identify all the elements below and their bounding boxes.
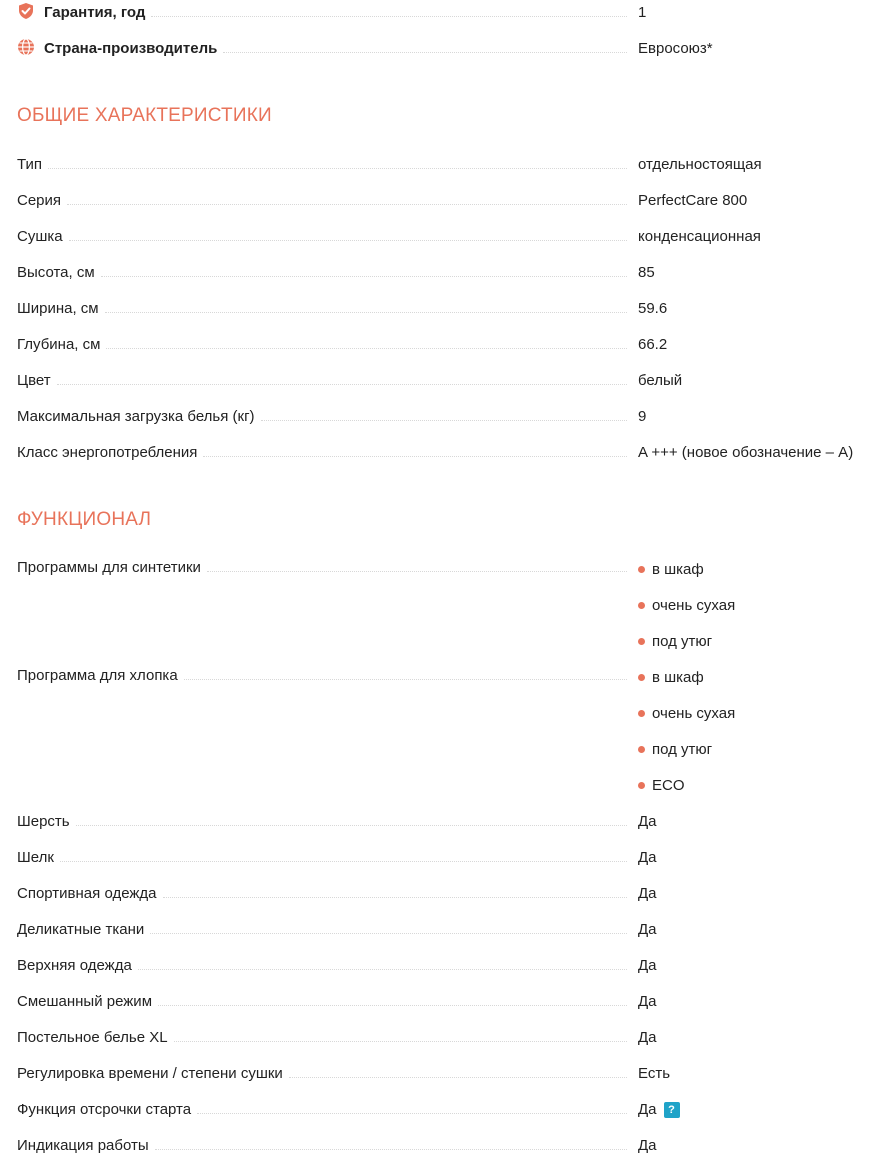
spec-row: [17, 881, 872, 917]
warranty-value: 1: [638, 4, 647, 21]
spec-page: [17, 0, 872, 1169]
general-section-title: ОБЩИЕ ХАРАКТЕРИСТИКИ: [17, 105, 272, 126]
spec-value: отдельностоящая: [638, 156, 762, 173]
functional-spec-list: [17, 809, 872, 1169]
country-label: Страна-производитель: [44, 40, 218, 57]
list-item: [17, 665, 872, 701]
spec-row: [17, 989, 872, 1025]
spec-row: [17, 188, 872, 224]
synthetic-programs-row: [17, 557, 872, 665]
spec-row: [17, 809, 872, 845]
spec-row: [17, 296, 872, 332]
bullet-dot-icon: [638, 782, 645, 789]
spec-label: Тип: [17, 156, 43, 173]
dotted-leader: [197, 1099, 627, 1114]
list-item-text: в шкаф: [652, 561, 704, 578]
spec-label: Регулировка времени / степени сушки: [17, 1065, 283, 1082]
warranty-label: Гарантия, год: [44, 4, 146, 21]
spec-label: Индикация работы: [17, 1137, 149, 1154]
spec-label: Спортивная одежда: [17, 885, 157, 902]
general-spec-list: [17, 152, 872, 476]
list-item-text: под утюг: [652, 741, 713, 758]
dotted-leader: [101, 262, 627, 277]
spec-value: A +++ (новое обозначение – A): [638, 444, 854, 461]
spec-row: [17, 1133, 872, 1169]
list-item: [17, 737, 872, 773]
spec-label: Верхняя одежда: [17, 957, 132, 974]
globe-icon: [17, 38, 35, 56]
list-item: [17, 629, 872, 665]
warranty-label-wrap: [17, 0, 627, 26]
spec-value: Да: [638, 1137, 657, 1154]
country-row: [17, 36, 872, 72]
dotted-leader: [150, 919, 627, 934]
dotted-leader: [151, 2, 627, 17]
spec-row: [17, 152, 872, 188]
spec-label: Глубина, см: [17, 336, 101, 353]
spec-value: Да: [638, 1029, 657, 1046]
spec-value: Да: [638, 957, 657, 974]
bullet-dot-icon: [638, 566, 645, 573]
spec-label: Серия: [17, 192, 62, 209]
spec-value: Да: [638, 1101, 657, 1118]
dotted-leader: [163, 883, 627, 898]
dotted-leader: [289, 1063, 627, 1078]
spec-label: Высота, см: [17, 264, 95, 281]
dotted-leader: [48, 154, 627, 169]
spec-label: Шерсть: [17, 813, 70, 830]
spec-value: Да: [638, 849, 657, 866]
shield-check-icon: [17, 2, 35, 20]
list-item-text: ECO: [652, 777, 685, 794]
spec-label: Деликатные ткани: [17, 921, 145, 938]
bullet-dot-icon: [638, 674, 645, 681]
spec-label: Функция отсрочки старта: [17, 1101, 192, 1118]
spec-label: Смешанный режим: [17, 993, 152, 1010]
spec-value: Да: [638, 993, 657, 1010]
dotted-leader: [106, 334, 627, 349]
list-item-text: под утюг: [652, 633, 713, 650]
spec-label: Класс энергопотребления: [17, 444, 198, 461]
spec-row: [17, 1097, 872, 1133]
dotted-leader: [67, 190, 627, 205]
spec-value: конденсационная: [638, 228, 761, 245]
dotted-leader: [203, 442, 627, 457]
dotted-leader: [223, 38, 627, 53]
cotton-programs-label: Программа для хлопка: [17, 667, 178, 684]
country-value: Евросоюз*: [638, 40, 713, 57]
dotted-leader: [138, 955, 627, 970]
spec-row: [17, 368, 872, 404]
cotton-programs-values: [17, 665, 872, 809]
list-item: [17, 773, 872, 809]
list-item: [17, 557, 872, 593]
spec-row: [17, 332, 872, 368]
synthetic-programs-label: Программы для синтетики: [17, 559, 201, 576]
dotted-leader: [155, 1135, 627, 1150]
synthetic-programs-values: [17, 557, 872, 665]
spec-row: [17, 224, 872, 260]
spec-value: 9: [638, 408, 647, 425]
dotted-leader: [57, 370, 627, 385]
spec-value: Есть: [638, 1065, 671, 1082]
spec-value: Да: [638, 813, 657, 830]
spec-label: Постельное белье XL: [17, 1029, 168, 1046]
spec-label: Шелк: [17, 849, 54, 866]
dotted-leader: [76, 811, 627, 826]
spec-label: Максимальная загрузка белья (кг): [17, 408, 255, 425]
warranty-row: [17, 0, 872, 36]
spec-row: [17, 845, 872, 881]
spec-row: [17, 260, 872, 296]
spec-value: белый: [638, 372, 683, 389]
functional-section-title: ФУНКЦИОНАЛ: [17, 509, 152, 530]
bullet-dot-icon: [638, 746, 645, 753]
dotted-leader: [158, 991, 627, 1006]
list-item: [17, 701, 872, 737]
list-item-text: очень сухая: [652, 705, 736, 722]
help-icon[interactable]: ?: [664, 1102, 680, 1118]
spec-value: 59.6: [638, 300, 668, 317]
spec-value: 66.2: [638, 336, 668, 353]
spec-row: [17, 953, 872, 989]
list-item-text: очень сухая: [652, 597, 736, 614]
list-item-text: в шкаф: [652, 669, 704, 686]
dotted-leader: [105, 298, 627, 313]
spec-row: [17, 440, 872, 476]
spec-row: [17, 1061, 872, 1097]
bullet-dot-icon: [638, 710, 645, 717]
spec-label: Ширина, см: [17, 300, 99, 317]
spec-value: Да: [638, 921, 657, 938]
bullet-dot-icon: [638, 638, 645, 645]
cotton-programs-row: [17, 665, 872, 809]
dotted-leader: [60, 847, 627, 862]
spec-value: Да: [638, 885, 657, 902]
spec-row: [17, 917, 872, 953]
dotted-leader: [69, 226, 627, 241]
spec-label: Сушка: [17, 228, 63, 245]
bullet-dot-icon: [638, 602, 645, 609]
dotted-leader: [174, 1027, 627, 1042]
dotted-leader: [261, 406, 627, 421]
spec-value: 85: [638, 264, 655, 281]
list-item: [17, 593, 872, 629]
spec-row: [17, 404, 872, 440]
spec-label: Цвет: [17, 372, 51, 389]
spec-row: [17, 1025, 872, 1061]
spec-value: PerfectCare 800: [638, 192, 748, 209]
